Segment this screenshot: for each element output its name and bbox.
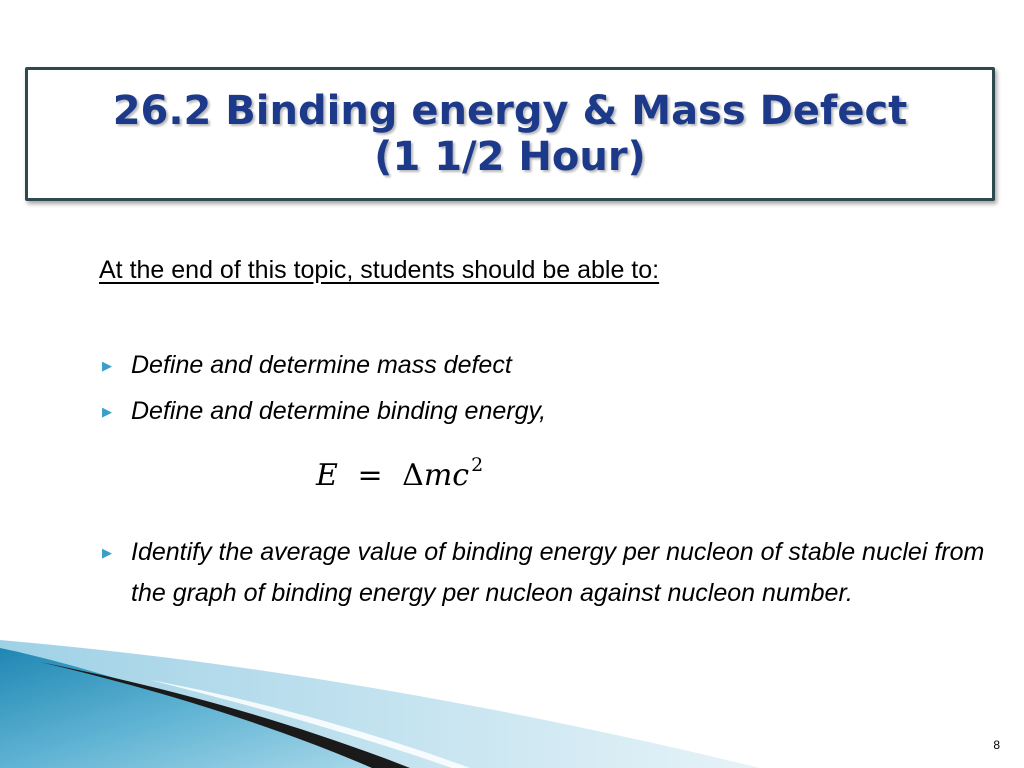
equation-energy: E bbox=[316, 458, 338, 493]
slide-duration: (1 1/2 Hour) bbox=[374, 134, 646, 180]
objective-item: Identify the average value of binding energy per nucleon of stable nuclei from the graph of binding energy per nucleon against nucleon number. bbox=[131, 538, 985, 607]
title-box bbox=[25, 67, 995, 201]
binding-energy-equation bbox=[316, 454, 484, 493]
slide-number: 8 bbox=[993, 738, 1000, 752]
slide-title: 26.2 Binding energy & Mass Defect bbox=[112, 88, 908, 134]
objective-item: Define and determine binding energy, bbox=[131, 397, 547, 425]
triangle-bullet-icon: ▶ bbox=[102, 404, 112, 419]
triangle-bullet-icon: ▶ bbox=[102, 358, 112, 373]
intro-heading: At the end of this topic, students should be able to: bbox=[99, 256, 660, 284]
triangle-bullet-icon: ▶ bbox=[102, 545, 112, 560]
objective-item: Define and determine mass defect bbox=[131, 351, 512, 379]
equation-light-speed: c bbox=[452, 458, 470, 493]
equation-exponent: 2 bbox=[471, 454, 484, 476]
equation-equals: = bbox=[357, 458, 383, 493]
equation-delta: Δ bbox=[402, 458, 424, 493]
equation-mass: m bbox=[423, 458, 453, 493]
